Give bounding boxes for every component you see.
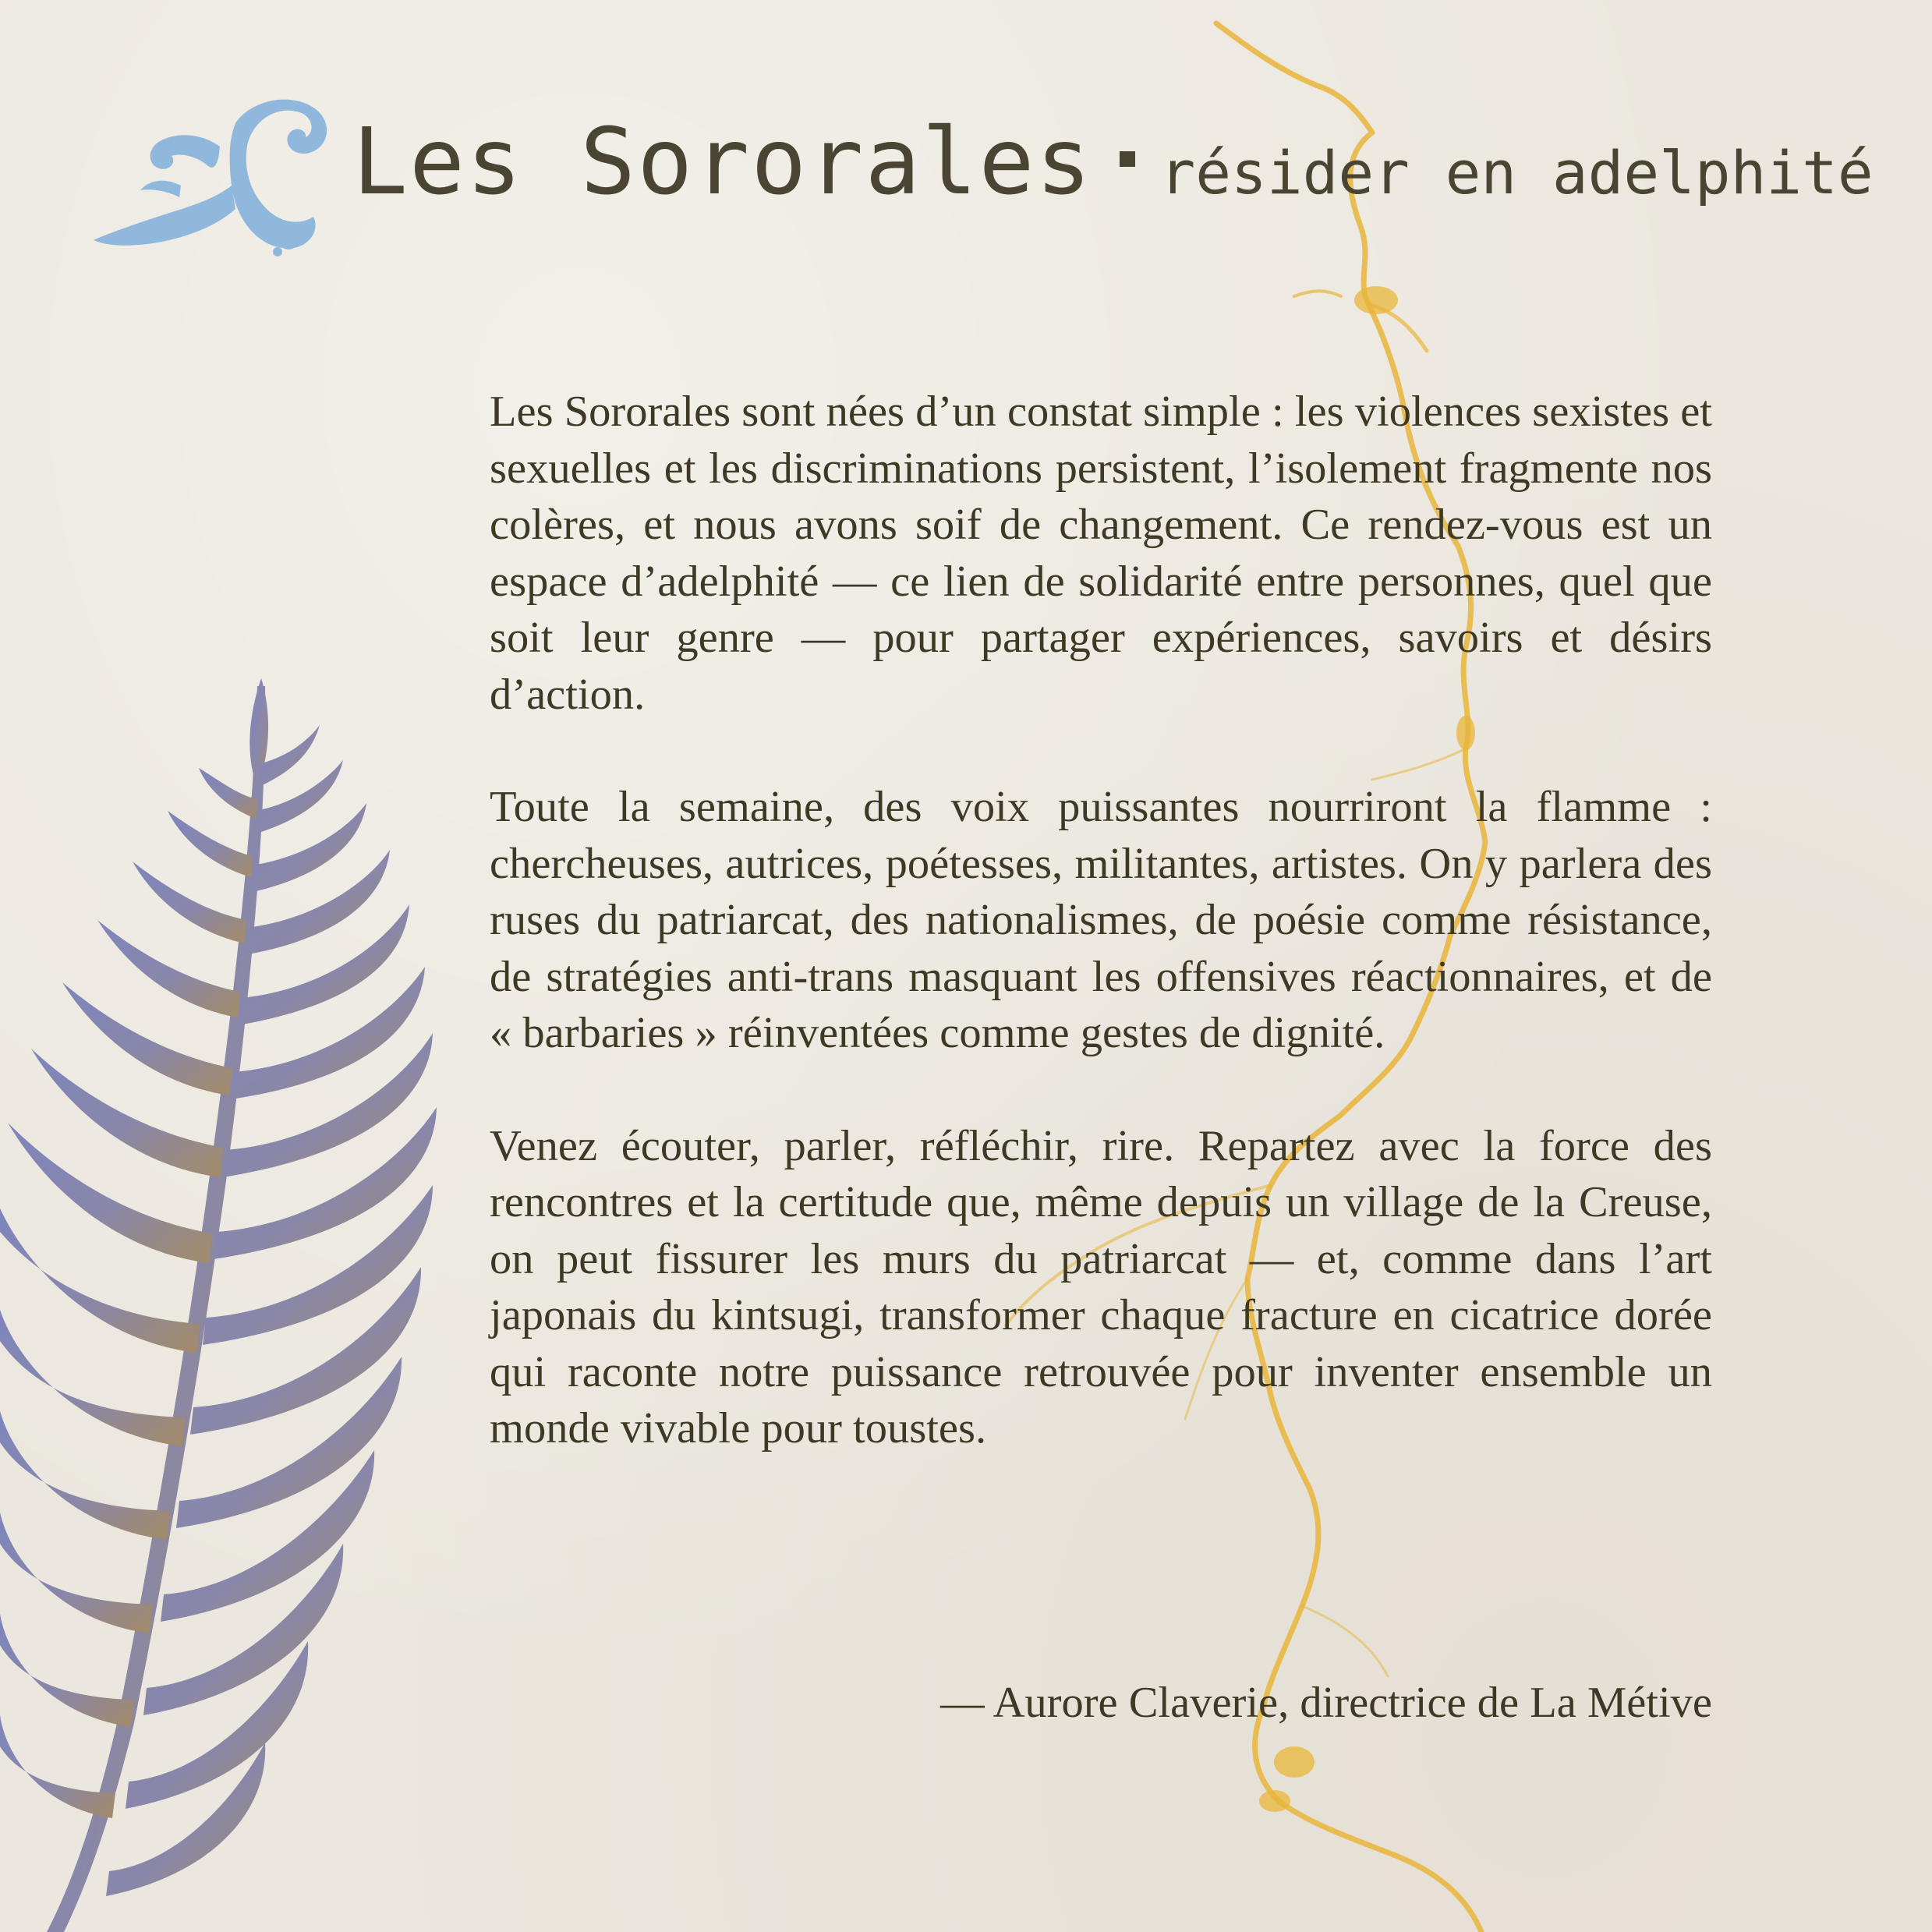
- title-separator: [1120, 151, 1135, 167]
- paragraph-2: Toute la semaine, des voix puissantes nourriront la flamme : chercheuses, autrices, poétesses, militantes, artistes. On y parlera des ruses du patriarcat, des nationalismes, de poésie comme résistance, de stratégies anti-trans masquant les offensives réactionnaires, et de « barbaries » réinventées comme gestes de dignité.: [490, 783, 1712, 1057]
- flourish-icon: [87, 92, 335, 257]
- signature: — Aurore Claverie, directrice de La Métive: [940, 1679, 1712, 1727]
- fern-leaf-icon: [0, 671, 483, 1932]
- page-title: [352, 108, 1874, 225]
- paragraph-3: Venez écouter, parler, réfléchir, rire. Repartez avec la force des rencontres et la certitude que, même depuis un village de la Creuse, on peut fissurer les murs du patriarcat — et, comme dans l’art japonais du kintsugi, transformer chaque fracture en cicatrice dorée qui raconte notre puissance retrouvée pour inventer ensemble un monde vivable pour toustes.: [490, 1121, 1712, 1453]
- title-subtitle: résider en adelphité: [1159, 138, 1874, 207]
- title-main: Les Sororales: [352, 108, 1093, 215]
- body-text: [490, 384, 1712, 1513]
- paragraph-1: Les Sororales sont nées d’un constat simple : les violences sexistes et sexuelles et les discriminations persistent, l’isolement fragmente nos colères, et nous avons soif de changement. Ce rendez-vous est un espace d’adelphité — ce lien de solidarité entre personnes, quel que soit leur genre — pour partager expériences, savoirs et désirs d’action.: [490, 387, 1712, 719]
